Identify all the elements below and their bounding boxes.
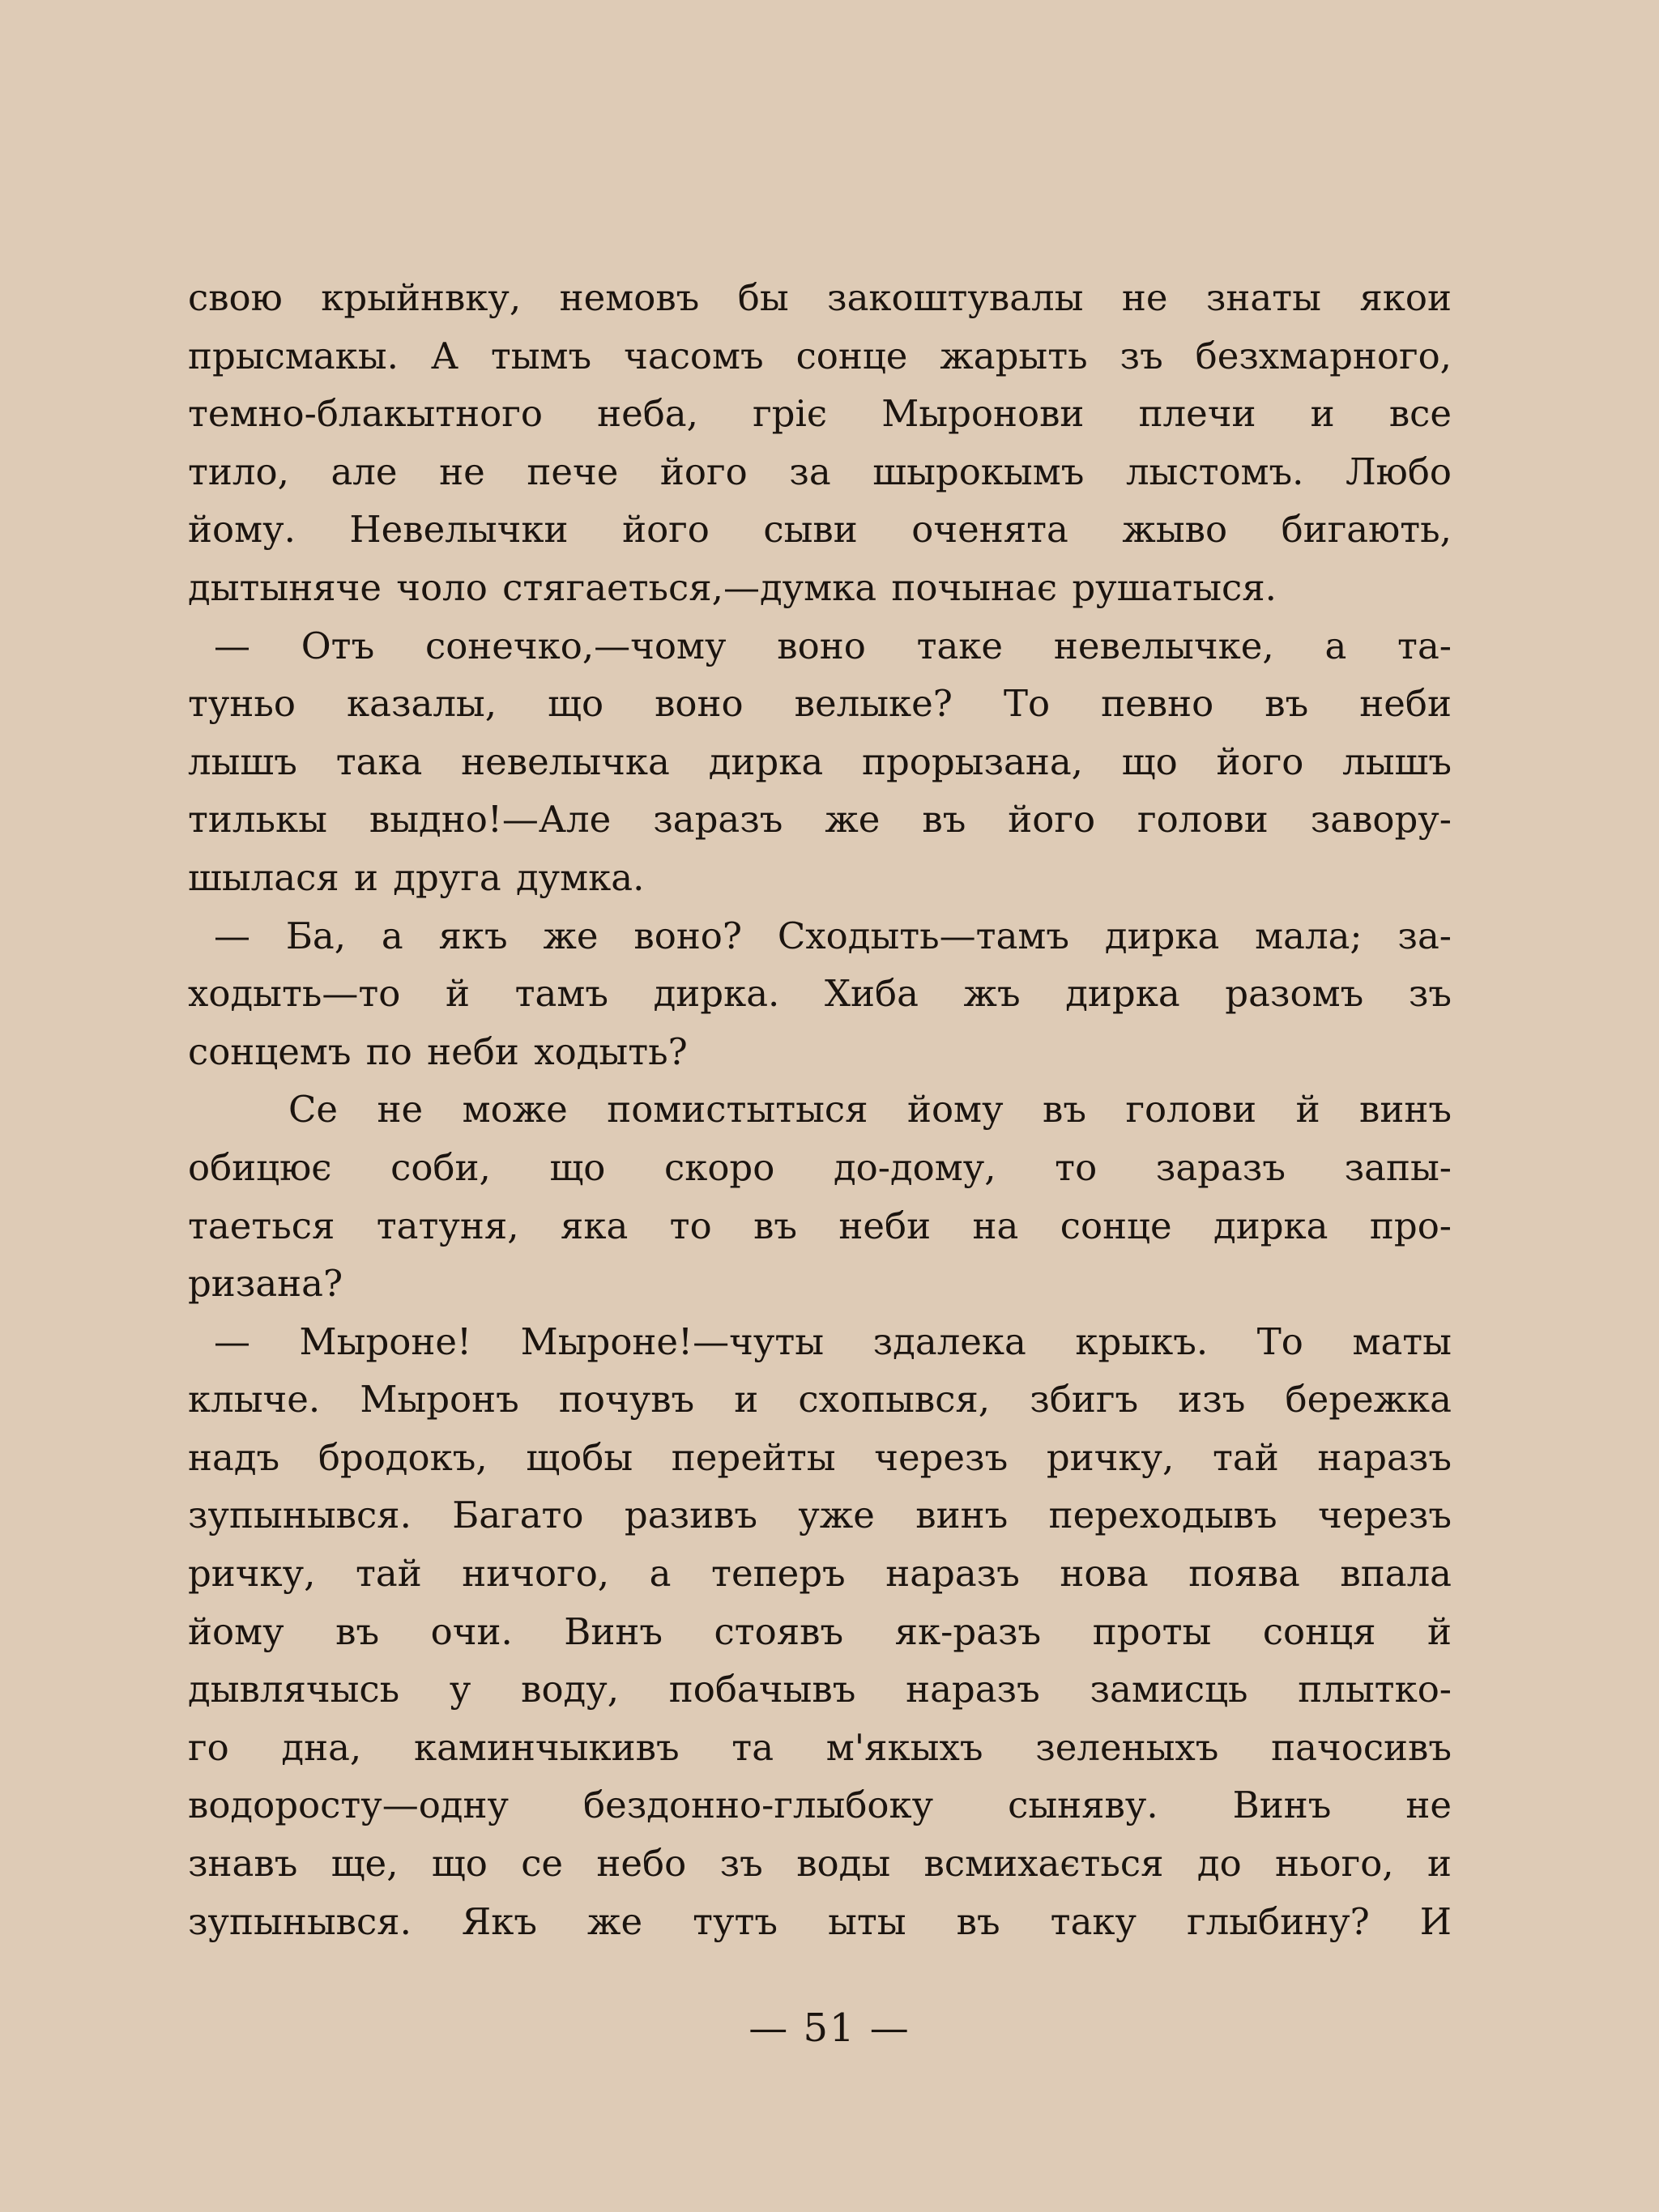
text-line: лышъ така невелычка дирка прорызана, що його лышъ	[188, 739, 1452, 783]
text-line: тило, але не пече його за шырокымъ лыстомъ. Любо	[188, 450, 1452, 493]
text-line: — Отъ сонечко,—чому воно таке невелычке, а та-	[214, 624, 1452, 667]
text-line: таеться татуня, яка то въ неби на сонце дирка про-	[188, 1204, 1452, 1247]
text-line: туньо казалы, що воно велыке? То певно въ неби	[188, 682, 1452, 726]
body-text	[188, 269, 1452, 1950]
text-line: дывлячысь у воду, побачывъ наразъ замисць плытко-	[188, 1668, 1452, 1711]
text-line: тилькы выдно!—Але заразъ же въ його голови завору-	[188, 798, 1452, 842]
page-number: — 51 —	[748, 2005, 911, 2051]
text-line: сонцемъ по неби ходыть?	[188, 1029, 688, 1073]
text-line: прысмакы. А тымъ часомъ сонце жарыть зъ безхмарного,	[188, 334, 1452, 377]
text-line: клыче. Мыронъ почувъ и схопывся, збигъ изъ бережка	[188, 1378, 1452, 1421]
text-line: темно-блакытного неба, гріє Мыронови плечи и все	[188, 392, 1452, 436]
text-line: водоросту—одну бездонно-глыбоку сыняву. Винъ не	[188, 1784, 1452, 1827]
text-line: зупынывся. Багато разивъ уже винъ переходывъ черезъ	[188, 1494, 1452, 1537]
text-line: ричку, тай ничого, а теперъ наразъ нова поява впала	[188, 1552, 1452, 1596]
text-line: — Ба, а якъ же воно? Сходыть—тамъ дирка мала; за-	[214, 914, 1452, 957]
text-line: зупынывся. Якъ же тутъ ыты въ таку глыбину? И	[188, 1899, 1452, 1943]
text-line: го дна, каминчыкивъ та м'якыхъ зеленыхъ пачосивъ	[188, 1725, 1452, 1769]
text-line: дытыняче чоло стягаеться,—думка почынає рушатыся.	[188, 565, 1277, 609]
text-line: знавъ ще, що се небо зъ воды всмихається до нього, и	[188, 1842, 1452, 1886]
text-line: Се не може помистытыся йому въ голови й винъ	[288, 1088, 1452, 1132]
text-line: свою крыйнвку, немовъ бы закоштувалы не знаты якои	[188, 276, 1452, 319]
text-line: йому въ очи. Винъ стоявъ як-разъ проты сонця й	[188, 1609, 1452, 1653]
text-line: ризана?	[188, 1262, 343, 1306]
text-line: ходыть—то й тамъ дирка. Хиба жъ дирка разомъ зъ	[188, 972, 1452, 1016]
text-line: надъ бродокъ, щобы перейты черезъ ричку, тай наразъ	[188, 1435, 1452, 1479]
text-line: шылася и друга думка.	[188, 855, 645, 899]
text-line: обицює соби, що скоро до-дому, то заразъ запы-	[188, 1145, 1452, 1189]
text-line: йому. Невелычки його сыви оченята жыво бигають,	[188, 508, 1452, 552]
text-line: — Мыроне! Мыроне!—чуты здалека крыкъ. То маты	[214, 1319, 1452, 1363]
